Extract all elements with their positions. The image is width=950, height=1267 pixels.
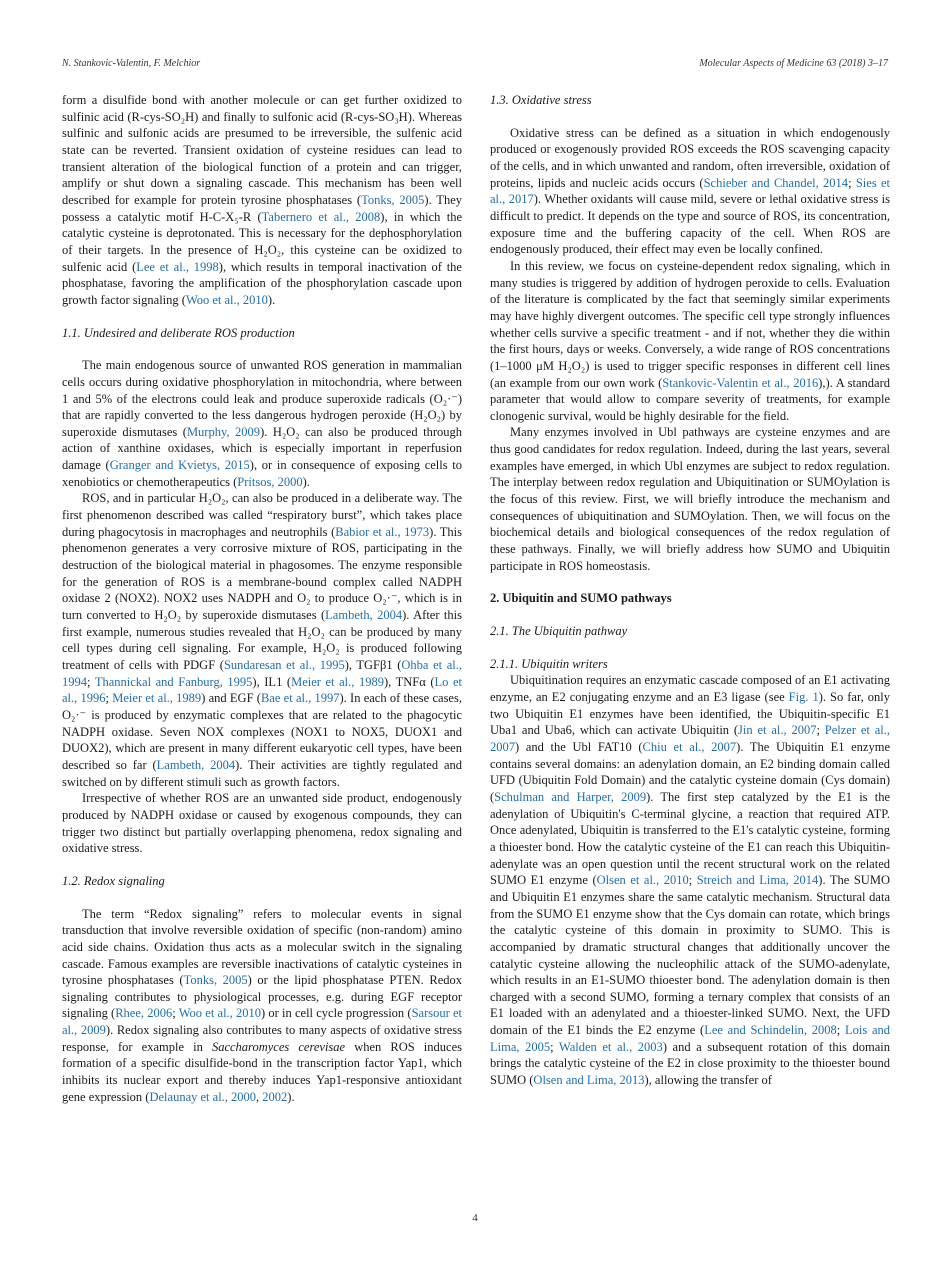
citation-link[interactable]: Lee and Schindelin, 2008: [704, 1023, 837, 1038]
citation-link[interactable]: Murphy, 2009: [186, 424, 261, 439]
left-column: [62, 92, 462, 1105]
section-heading-1-2: 1.2. Redox signaling: [62, 873, 165, 888]
citation-link[interactable]: Woo et al., 2010: [185, 292, 268, 307]
citation-link[interactable]: Schieber and Chandel, 2014: [703, 175, 849, 190]
citation-link[interactable]: Tonks, 2005: [183, 973, 248, 988]
section-heading-2-1-1: 2.1.1. Ubiquitin writers: [490, 656, 608, 671]
citation-link[interactable]: Bae et al., 1997: [260, 691, 340, 706]
paragraph-ubl-enzymes: Many enzymes involved in Ubl pathways are cysteine enzymes and are thus good candidates for redox regulation. Indeed, during the last years, several examples have emerged, in which Ubl enzymes are subject to redox regulation. The interplay between redox regulation and Ubiquitination or SUMOylation is the focus of this review. First, we will briefly introduce the mechanism and consequences of ubiquitination and SUMOylation. Then, we will focus on the biochemical details and biological consequences of the redox regulation of these pathways. Finally, we will briefly address how SUMO and Ubiquitin participate in ROS homeostasis.: [490, 425, 890, 573]
citation-link[interactable]: Sarsour et al., 2009: [62, 1006, 462, 1038]
section-heading-2: 2. Ubiquitin and SUMO pathways: [490, 591, 672, 606]
citation-link[interactable]: Chiu et al., 2007: [642, 739, 737, 754]
paragraph-oxidative-stress: Oxidative stress can be defined as a situation in which endogenously produced or exogenously provided ROS exceeds the ROS scavenging capacity of the cells, and in which unwanted and random, often irreversible, oxidation of proteins, lipids and nucleic acids occurs (Schieber and Chandel, 2014; Sies et al., 2017). Whether oxidants will cause mild, severe or lethal oxidative stress is difficult to predict. It depends on the type and source of ROS, its concentration, exposure time and the buffering capacity of the cell. When ROS are endogenously produced, their effect may even be locally confined.: [490, 125, 891, 257]
paragraph-thiol-oxidation: form a disulfide bond with another molecule or can get further oxidized to sulfinic acid (R-cys-SO₂H) and finally to sulfonic acid (R-cys-SO₃H). Whereas sulfinic and sulfonic acids are presumed to be irreversible, the sulfenic acid state can be reverted. Transient oxidation of cysteine residues can lead to transient alteration of the biological function of a protein and can trigger, amplify or shut down a signaling cascade. This mechanism has been well described for example for protein tyrosine phosphatases (Tonks, 2005). They possess a catalytic motif H-C-X₅-R (Tabernero et al., 2008), in which the catalytic cysteine is deprotonated. This is necessary for the dephosphorylation of their targets. In the presence of H₂O₂, this cysteine can be oxidized to sulfenic acid (Lee et al., 1998), which results in temporal inactivation of the phosphatase, favoring the amplification of the phosphorylation cascade upon growth factor signaling (Woo et al., 2010).: [62, 93, 462, 307]
section-heading-2-1: 2.1. The Ubiquitin pathway: [490, 624, 628, 639]
citation-link[interactable]: 2002: [262, 1089, 288, 1104]
citation-link[interactable]: Olsen et al., 2010: [596, 873, 689, 888]
paragraph-deliberate-ros: ROS, and in particular H₂O₂, can also be produced in a deliberate way. The first phenomenon described was called “respiratory burst”, which takes place during phagocytosis in macrophages and neutrophils (Babior et al., 1973). This phenomenon generates a very corrosive mixture of ROS, participating in the destruction of the biological material in phagosomes. The enzyme responsible for the generation of ROS is a membrane-bound complex called NADPH oxidase 2 (NOX2). NOX2 uses NADPH and O₂ to produce O₂·⁻, which is in turn converted to H₂O₂ by superoxide dismutases (Lambeth, 2004). After this first example, numerous studies revealed that H₂O₂ can be produced by many cell types during cell signaling. For example, H₂O₂ is produced following treatment of cells with PDGF (Sundaresan et al., 1995), TGFβ1 (Ohba et al., 1994; Thannickal and Fanburg, 1995), IL1 (Meier et al., 1989), TNFα (Lo et al., 1996; Meier et al., 1989) and EGF (Bae et al., 1997). In each of these cases, O₂·⁻ is produced by enzymatic complexes that are related to the phagocytic NADPH oxidase. Seven NOX complexes (NOX1 to NOX5, DUOX1 and DUOX2), which are present in many different eukaryotic cell types, have been described so far (Lambeth, 2004). Their activities are tightly regulated and switched on by different stimuli such as growth factors.: [62, 491, 463, 789]
citation-link[interactable]: Lo et al., 1996: [62, 674, 463, 706]
paragraph-review-focus: In this review, we focus on cysteine-dependent redox signaling, which in many studies is triggered by addition of hydrogen peroxide to cells. Evaluation of the literature is complicated by the fact that seemingly similar experiments may have highly divergent outcomes. The specific cell type strongly influences whether cells survive a specific treatment - and if not, whether they die within the first hours, days or weeks. Conversely, a wide range of ROS concentrations (1–1000 μM H₂O₂) is used to trigger specific responses in different cell lines (an example from our own work (Stankovic-Valentin et al., 2016),). A standard parameter that would allow to compare severity of treatments, for example clonogenic survival, would be highly desirable for the field.: [490, 258, 890, 423]
citation-link[interactable]: Sies et al., 2017: [490, 175, 891, 207]
citation-link[interactable]: Lee et al., 1998: [136, 259, 219, 274]
citation-link[interactable]: Meier et al., 1989: [291, 674, 384, 689]
species-name: Saccharomyces cerevisae: [211, 1039, 346, 1054]
citation-link[interactable]: Lambeth, 2004: [156, 757, 236, 772]
page-number: 4: [472, 1212, 478, 1224]
citation-link[interactable]: Walden et al., 2003: [558, 1039, 663, 1054]
citation-link[interactable]: Schulman and Harper, 2009: [494, 789, 647, 804]
citation-link[interactable]: Delaunay et al., 2000: [149, 1089, 257, 1104]
running-head-authors: N. Stankovic-Valentin, F. Melchior: [62, 58, 201, 69]
paragraph-ros-phenomena: Irrespective of whether ROS are an unwanted side product, endogenously produced by NADPH oxidase or caused by exogenous compounds, they can trigger two distinct but partially overlapping phenomena, redox signaling and oxidative stress.: [62, 791, 462, 856]
citation-link[interactable]: Pritsos, 2000: [237, 474, 303, 489]
citation-link[interactable]: Granger and Kvietys, 2015: [109, 458, 250, 473]
citation-link[interactable]: Meier et al., 1989: [112, 691, 202, 706]
citation-link[interactable]: Babior et al., 1973: [335, 524, 430, 539]
citation-link[interactable]: Ohba et al., 1994: [62, 658, 462, 689]
figure-link[interactable]: Fig. 1: [788, 690, 819, 704]
citation-link[interactable]: Jin et al., 2007: [738, 723, 817, 738]
section-heading-1-3: 1.3. Oxidative stress: [490, 93, 592, 107]
paragraph-ubiquitin-writers: Ubiquitination requires an enzymatic cascade composed of an E1 activating enzyme, an E2 conjugating enzyme and an E3 ligase (see Fig. 1). So far, only two Ubiquitin E1 enzymes have been identified, the Ubiquitin-specific E1 Uba1 and Uba6, which can activate Ubiquitin (Jin et al., 2007; Pelzer et al., 2007) and the Ubl FAT10 (Chiu et al., 2007). The Ubiquitin E1 enzyme contains several domains: an adenylation domain, an E2 binding domain called UFD (Ubiquitin Fold Domain) and the catalytic cysteine domain (Cys domain) (Schulman and Harper, 2009). The first step catalyzed by the E1 is the adenylation of Ubiquitin's C-terminal glycine, a reaction that required ATP. Once adenylated, Ubiquitin is transferred to the E1's catalytic cysteine, forming a thioester bond. How the catalytic cysteine of the E1 can reach this Ubiquitin-adenylate was an open question until the recent structural work on the related SUMO E1 enzyme (Olsen et al., 2010; Streich and Lima, 2014). The SUMO and Ubiquitin E1 enzymes share the same catalytic mechanism. Structural data from the SUMO E1 enzyme show that the Cys domain can rotate, which brings the catalytic cysteine of this domain in proximity to SUMO. This is accompanied by dramatic structural changes that additionally uncover the catalytic cysteine allowing the nucleophilic attack of the SUMO-adenylate, which results in an E1-SUMO thioester bond. The adenylation domain is then charged with a second SUMO, forming a ternary complex that consists of an E1 loaded with an adenylated and a thioester-linked SUMO. Next, the UFD domain of the E1 binds the E2 enzyme (Lee and Schindelin, 2008; Lois and Lima, 2005; Walden et al., 2003) and a subsequent rotation of this domain brings the catalytic cysteine of the E2 in close proximity to the thioester bound SUMO (Olsen and Lima, 2013), allowing the transfer of: [490, 673, 891, 1088]
running-head-journal: Molecular Aspects of Medicine 63 (2018) 3–17: [699, 58, 888, 69]
citation-link[interactable]: Lambeth, 2004: [325, 608, 403, 623]
citation-link[interactable]: Streich and Lima, 2014: [696, 873, 819, 888]
citation-link[interactable]: Rhee, 2006: [115, 1006, 173, 1021]
citation-link[interactable]: Tonks, 2005: [361, 192, 425, 207]
citation-link[interactable]: Sundaresan et al., 1995: [223, 658, 345, 672]
citation-link[interactable]: Pelzer et al., 2007: [490, 723, 890, 754]
paragraph-ros-sources: The main endogenous source of unwanted ROS generation in mammalian cells occurs during oxidative phosphorylation in mitochondria, where between 1 and 5% of the electrons could leak and produce superoxide radicals (O₂·⁻) that are rapidly converted to the less dangerous hydrogen peroxide (H₂O₂) by superoxide dismutases (Murphy, 2009). H₂O₂ can also be produced through action of xanthine oxidases, which is especially important in reperfusion damage (Granger and Kvietys, 2015), or in consequence of exposing cells to xenobiotics or chemotherapeutics (Pritsos, 2000).: [62, 358, 462, 489]
citation-link[interactable]: Olsen and Lima, 2013: [533, 1073, 645, 1088]
citation-link[interactable]: Thannickal and Fanburg, 1995: [94, 674, 253, 689]
paragraph-redox-signaling: The term “Redox signaling” refers to molecular events in signal transduction that involve reversible oxidation of specific (non-random) amino acid side chains. Oxidation thus acts as a molecular switch in the signaling cascade. Famous examples are reversible inactivations of catalytic cysteines in tyrosine phosphatases (Tonks, 2005) or the lipid phosphatase PTEN. Redox signaling contributes to physiological processes, e.g. during EGF receptor signaling (Rhee, 2006; Woo et al., 2010) or in cell cycle progression (Sarsour et al., 2009). Redox signaling also contributes to many aspects of oxidative stress response, for example in Saccharomyces cerevisae when ROS induces formation of a specific disulfide-bond in the transcription factor Yap1, which inhibits its nuclear export and thereby induces Yap1-responsive antioxidant gene expression (Delaunay et al., 2000, 2002).: [62, 906, 462, 1104]
right-column: [490, 92, 890, 1089]
citation-link[interactable]: Woo et al., 2010: [178, 1006, 262, 1021]
citation-link[interactable]: Stankovic-Valentin et al., 2016: [662, 375, 819, 390]
citation-link[interactable]: Lois and Lima, 2005: [490, 1023, 891, 1054]
section-heading-1-1: 1.1. Undesired and deliberate ROS production: [62, 325, 295, 340]
citation-link[interactable]: Tabernero et al., 2008: [261, 209, 381, 224]
